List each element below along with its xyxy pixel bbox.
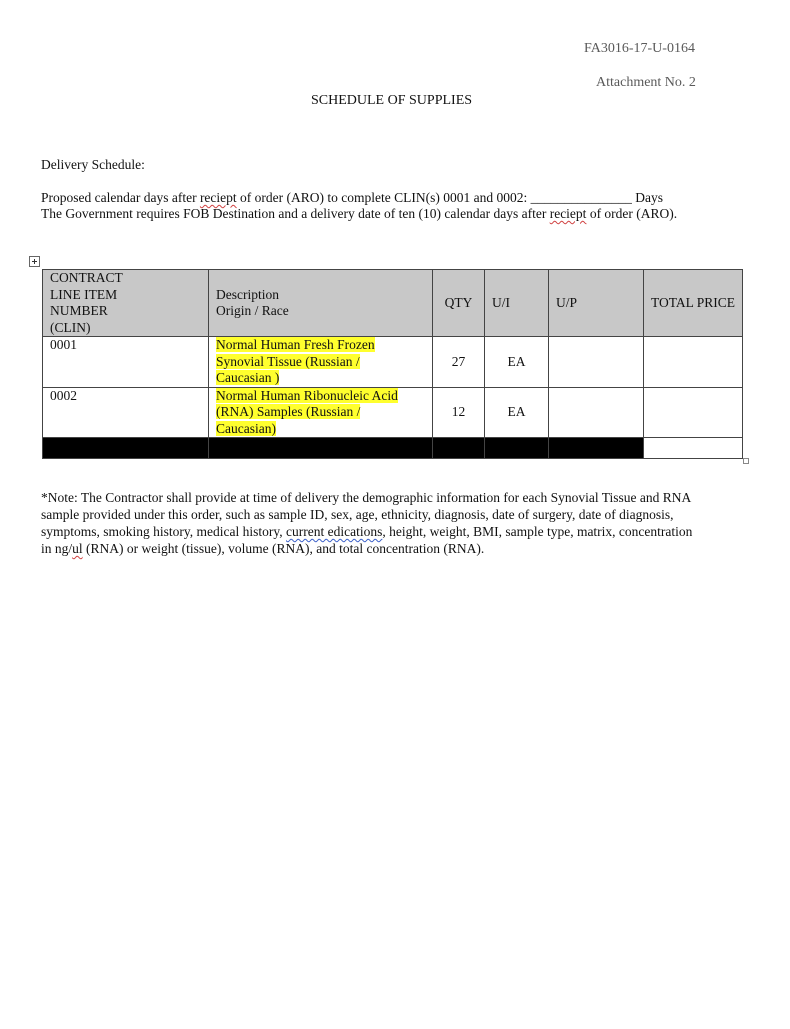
header-total-price: TOTAL PRICE: [644, 270, 743, 337]
total-cell[interactable]: [644, 387, 743, 438]
note-line-3-b: , height, weight, BMI, sample type, matrix, concentration: [382, 524, 693, 539]
description-cell: [209, 387, 433, 438]
up-cell[interactable]: [549, 387, 644, 438]
table-move-handle-icon[interactable]: [29, 256, 40, 267]
header-clin-line: CONTRACT: [50, 270, 123, 285]
ui-cell: EA: [485, 387, 549, 438]
flagged-phrase: current edications: [286, 524, 383, 539]
misspelled-word: reciept: [199, 190, 237, 205]
delivery-line-1-a: Proposed calendar days after: [41, 190, 200, 205]
header-clin-line: NUMBER: [50, 303, 108, 318]
delivery-heading: Delivery Schedule:: [41, 157, 145, 172]
note-line-4: [41, 541, 484, 557]
header-description-line: Description: [216, 286, 279, 302]
schedule-table: [42, 269, 743, 459]
description-line: Caucasian ): [216, 370, 280, 385]
delivery-line-2-b: of order (ARO).: [586, 206, 678, 221]
note-line-3-a: symptoms, smoking history, medical history,: [41, 524, 286, 539]
document-number: FA3016-17-U-0164: [584, 41, 695, 56]
table-row: [43, 387, 743, 438]
note-line-3: [41, 524, 692, 540]
note-line-2: sample provided under this order, such as sample ID, sex, age, ethnicity, diagnosis, date of surgery, date of diagnosis,: [41, 507, 674, 522]
description-line: Synovial Tissue (Russian /: [216, 353, 360, 369]
footer-cell: [209, 438, 433, 459]
delivery-line-1-b: of order (ARO) to complete CLIN(s) 0001 and 0002: _______________ Days: [236, 190, 663, 205]
header-clin: [43, 270, 209, 337]
note-line-1: *Note: The Contractor shall provide at time of delivery the demographic information for each Synovial Tissue and RNA: [41, 490, 692, 505]
footer-cell: [43, 438, 209, 459]
description-line: Normal Human Ribonucleic Acid: [216, 387, 398, 403]
header-clin-line: LINE ITEM: [50, 286, 118, 302]
header-description: [209, 270, 433, 337]
table-header-row: [43, 270, 743, 337]
delivery-line-2-a: The Government requires FOB Destination and a delivery date of ten (10) calendar days after: [41, 206, 550, 221]
footer-cell: [485, 438, 549, 459]
footer-cell: [549, 438, 644, 459]
note-line-4-a: in ng/: [41, 541, 73, 556]
header-up: U/P: [549, 270, 644, 337]
clin-cell: 0001: [43, 337, 209, 388]
footer-total-cell[interactable]: [644, 438, 743, 459]
qty-cell: 27: [433, 337, 485, 388]
footer-cell: [433, 438, 485, 459]
header-ui: U/I: [485, 270, 549, 337]
page-title: SCHEDULE OF SUPPLIES: [311, 93, 473, 108]
description-cell: [209, 337, 433, 388]
description-line: (RNA) Samples (Russian /: [216, 404, 361, 419]
ui-cell: EA: [485, 337, 549, 388]
delivery-line-1: [41, 190, 663, 206]
header-clin-line: (CLIN): [50, 319, 91, 335]
total-cell[interactable]: [644, 337, 743, 388]
qty-cell: 12: [433, 387, 485, 438]
header-qty: QTY: [433, 270, 485, 337]
note-line-4-b: (RNA) or weight (tissue), volume (RNA), and total concentration (RNA).: [82, 541, 485, 556]
misspelled-word: ul: [72, 541, 83, 556]
description-line: Caucasian): [216, 420, 276, 436]
clin-cell: 0002: [43, 387, 209, 438]
delivery-line-2: [41, 206, 677, 222]
misspelled-word: reciept: [549, 206, 587, 221]
header-description-line: Origin / Race: [216, 303, 289, 318]
table-footer-row: [43, 438, 743, 459]
up-cell[interactable]: [549, 337, 644, 388]
table-row: [43, 337, 743, 388]
table-resize-handle-icon[interactable]: [743, 458, 749, 464]
description-line: Normal Human Fresh Frozen: [216, 337, 375, 352]
attachment-label: Attachment No. 2: [596, 75, 696, 90]
